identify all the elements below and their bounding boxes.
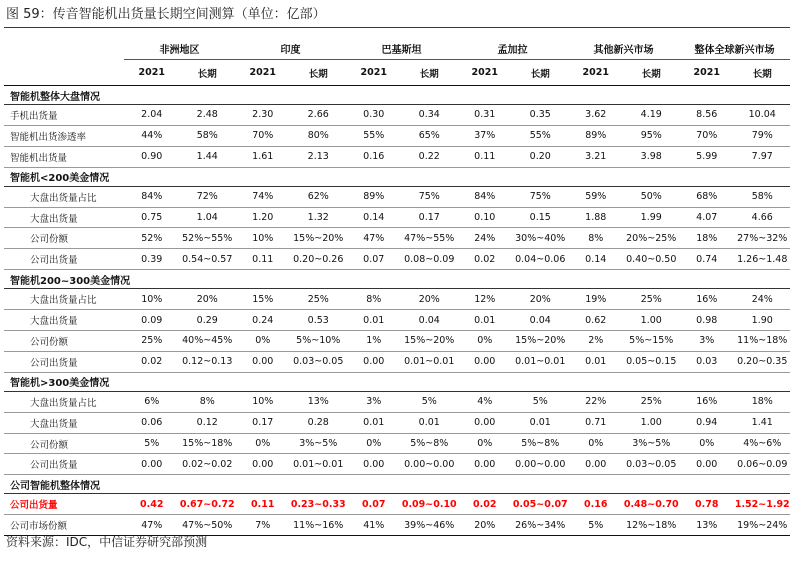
table-cell: 0.16 <box>568 494 624 515</box>
table-cell: 8.56 <box>679 105 735 126</box>
section-title: 公司智能机整体情况 <box>4 475 790 494</box>
table-cell: 0.04 <box>513 310 569 331</box>
table-cell: 0.24 <box>235 310 291 331</box>
table-cell: 58% <box>735 186 791 207</box>
table-cell: 3.21 <box>568 146 624 167</box>
table-cell: 0.00~0.00 <box>402 454 458 475</box>
table-cell: 16% <box>679 289 735 310</box>
table-row <box>4 125 790 146</box>
table-cell: 2% <box>568 331 624 352</box>
region-header: 印度 <box>235 38 346 60</box>
table-cell: 0.14 <box>346 207 402 228</box>
table-row <box>4 331 790 352</box>
table-cell: 0.01 <box>346 310 402 331</box>
table-cell: 0.14 <box>568 249 624 270</box>
table-cell: 0.20 <box>513 146 569 167</box>
table-row <box>4 146 790 167</box>
row-label: 公司份额 <box>4 228 124 249</box>
table-cell: 12% <box>457 289 513 310</box>
table-cell: 2.66 <box>291 105 347 126</box>
section-header-row <box>4 167 790 186</box>
table-cell: 0.00 <box>346 351 402 372</box>
table-cell: 0.54~0.57 <box>180 249 236 270</box>
table-cell: 0.01~0.01 <box>402 351 458 372</box>
table-cell: 0.05~0.15 <box>624 351 680 372</box>
table-cell: 3% <box>346 391 402 412</box>
table-cell: 0.00 <box>457 351 513 372</box>
table-cell: 0.04~0.06 <box>513 249 569 270</box>
table-cell: 0% <box>346 433 402 454</box>
period-header: 长期 <box>291 60 347 86</box>
table-cell: 68% <box>679 186 735 207</box>
table-cell: 0.00 <box>457 412 513 433</box>
table-cell: 0.02 <box>124 351 180 372</box>
table-cell: 10% <box>235 228 291 249</box>
table-cell: 0% <box>235 331 291 352</box>
table-cell: 0.09~0.10 <box>402 494 458 515</box>
table-cell: 3.98 <box>624 146 680 167</box>
table-cell: 55% <box>513 125 569 146</box>
section-header-row <box>4 270 790 289</box>
table-cell: 0.11 <box>235 249 291 270</box>
table-cell: 59% <box>568 186 624 207</box>
table-cell: 47% <box>346 228 402 249</box>
table-cell: 15% <box>235 289 291 310</box>
table-cell: 0.07 <box>346 494 402 515</box>
table-cell: 10% <box>124 289 180 310</box>
period-header: 长期 <box>180 60 236 86</box>
table-cell: 0.11 <box>457 146 513 167</box>
table-cell: 1.41 <box>735 412 791 433</box>
table-cell: 5% <box>513 391 569 412</box>
period-header: 2021 <box>124 60 180 86</box>
table-cell: 8% <box>346 289 402 310</box>
table-cell: 44% <box>124 125 180 146</box>
table-cell: 80% <box>291 125 347 146</box>
table-cell: 47%~55% <box>402 228 458 249</box>
table-cell: 0.67~0.72 <box>180 494 236 515</box>
table-cell: 25% <box>124 331 180 352</box>
section-header-row <box>4 372 790 391</box>
section-header-row <box>4 475 790 494</box>
table-cell: 8% <box>180 391 236 412</box>
table-cell: 0.06~0.09 <box>735 454 791 475</box>
table-cell: 52%~55% <box>180 228 236 249</box>
region-header: 巴基斯坦 <box>346 38 457 60</box>
table-cell: 0.74 <box>679 249 735 270</box>
table-cell: 1.32 <box>291 207 347 228</box>
table-row <box>4 391 790 412</box>
table-cell: 25% <box>291 289 347 310</box>
table-cell: 24% <box>735 289 791 310</box>
table-cell: 0.01~0.01 <box>513 351 569 372</box>
table-cell: 0.12~0.13 <box>180 351 236 372</box>
table-cell: 5%~10% <box>291 331 347 352</box>
table-cell: 41% <box>346 515 402 536</box>
table-cell: 10% <box>235 391 291 412</box>
row-label: 手机出货量 <box>4 105 124 126</box>
table-row <box>4 289 790 310</box>
table-cell: 0.20~0.26 <box>291 249 347 270</box>
table-cell: 0.20~0.35 <box>735 351 791 372</box>
table-cell: 0.01 <box>568 351 624 372</box>
table-cell: 0.17 <box>235 412 291 433</box>
table-cell: 0.29 <box>180 310 236 331</box>
table-cell: 0% <box>457 433 513 454</box>
table-cell: 20% <box>180 289 236 310</box>
region-header: 其他新兴市场 <box>568 38 679 60</box>
table-cell: 20%~25% <box>624 228 680 249</box>
title-divider <box>4 27 790 28</box>
row-label: 公司市场份额 <box>4 515 124 536</box>
table-cell: 1.61 <box>235 146 291 167</box>
table-cell: 0.75 <box>124 207 180 228</box>
table-row <box>4 105 790 126</box>
table-cell: 25% <box>624 289 680 310</box>
table-cell: 0% <box>457 331 513 352</box>
table-cell: 39%~46% <box>402 515 458 536</box>
table-cell: 16% <box>679 391 735 412</box>
table-cell: 7.97 <box>735 146 791 167</box>
section-title: 智能机<200美金情况 <box>4 167 790 186</box>
region-header: 孟加拉 <box>457 38 568 60</box>
header-corner-sub <box>4 60 124 86</box>
table-cell: 0.40~0.50 <box>624 249 680 270</box>
table-cell: 1.88 <box>568 207 624 228</box>
table-cell: 79% <box>735 125 791 146</box>
table-cell: 0.28 <box>291 412 347 433</box>
table-cell: 8% <box>568 228 624 249</box>
region-header: 非洲地区 <box>124 38 235 60</box>
row-label: 公司份额 <box>4 433 124 454</box>
source-note: 资料来源：IDC，中信证券研究部预测 <box>6 535 208 549</box>
table-cell: 10.04 <box>735 105 791 126</box>
table-cell: 5%~8% <box>513 433 569 454</box>
table-cell: 0.00 <box>235 351 291 372</box>
table-cell: 19%~24% <box>735 515 791 536</box>
period-header: 2021 <box>568 60 624 86</box>
table-cell: 0.48~0.70 <box>624 494 680 515</box>
table-cell: 12%~18% <box>624 515 680 536</box>
row-label: 公司出货量 <box>4 494 124 515</box>
table-cell: 52% <box>124 228 180 249</box>
table-row <box>4 207 790 228</box>
table-cell: 22% <box>568 391 624 412</box>
table-cell: 0.30 <box>346 105 402 126</box>
section-title: 智能机整体大盘情况 <box>4 86 790 105</box>
table-cell: 95% <box>624 125 680 146</box>
period-header: 2021 <box>457 60 513 86</box>
table-cell: 4.07 <box>679 207 735 228</box>
row-label: 大盘出货量占比 <box>4 391 124 412</box>
table-cell: 0.02~0.02 <box>180 454 236 475</box>
table-cell: 0.00 <box>679 454 735 475</box>
table-cell: 0.17 <box>402 207 458 228</box>
period-header: 长期 <box>402 60 458 86</box>
table-cell: 1.00 <box>624 310 680 331</box>
table-cell: 7% <box>235 515 291 536</box>
table-cell: 0.31 <box>457 105 513 126</box>
table-cell: 47% <box>124 515 180 536</box>
table-cell: 0.22 <box>402 146 458 167</box>
table-cell: 0.23~0.33 <box>291 494 347 515</box>
table-cell: 2.48 <box>180 105 236 126</box>
table-cell: 62% <box>291 186 347 207</box>
figure-title: 图 59：传音智能机出货量长期空间测算（单位：亿部） <box>6 7 326 22</box>
table-cell: 84% <box>124 186 180 207</box>
table-cell: 5.99 <box>679 146 735 167</box>
table-cell: 0.90 <box>124 146 180 167</box>
table-cell: 0.01 <box>513 412 569 433</box>
period-header: 长期 <box>735 60 791 86</box>
table-cell: 75% <box>513 186 569 207</box>
table-cell: 0% <box>679 433 735 454</box>
table-cell: 11%~18% <box>735 331 791 352</box>
table-row <box>4 351 790 372</box>
table-cell: 0% <box>235 433 291 454</box>
table-cell: 1.04 <box>180 207 236 228</box>
table-cell: 1.99 <box>624 207 680 228</box>
table-row <box>4 310 790 331</box>
row-label: 大盘出货量 <box>4 412 124 433</box>
shipment-table <box>4 38 790 536</box>
period-header: 2021 <box>679 60 735 86</box>
table-cell: 0.15 <box>513 207 569 228</box>
table-cell: 0.10 <box>457 207 513 228</box>
table-cell: 0.00 <box>124 454 180 475</box>
table-cell: 0.53 <box>291 310 347 331</box>
table-cell: 4.19 <box>624 105 680 126</box>
table-cell: 30%~40% <box>513 228 569 249</box>
table-cell: 0.01~0.01 <box>291 454 347 475</box>
table-cell: 3.62 <box>568 105 624 126</box>
table-cell: 5%~15% <box>624 331 680 352</box>
section-header-row <box>4 86 790 105</box>
table-cell: 58% <box>180 125 236 146</box>
table-cell: 0.00 <box>568 454 624 475</box>
table-cell: 65% <box>402 125 458 146</box>
table-cell: 4% <box>457 391 513 412</box>
table-cell: 5% <box>568 515 624 536</box>
region-header: 整体全球新兴市场 <box>679 38 790 60</box>
table-cell: 5% <box>124 433 180 454</box>
table-cell: 6% <box>124 391 180 412</box>
section-title: 智能机200~300美金情况 <box>4 270 790 289</box>
table-cell: 0.35 <box>513 105 569 126</box>
table-cell: 37% <box>457 125 513 146</box>
table-cell: 15%~20% <box>402 331 458 352</box>
table-cell: 0.01 <box>346 412 402 433</box>
table-cell: 1.26~1.48 <box>735 249 791 270</box>
table-cell: 0.62 <box>568 310 624 331</box>
table-cell: 2.13 <box>291 146 347 167</box>
table-cell: 20% <box>457 515 513 536</box>
table-cell: 74% <box>235 186 291 207</box>
region-header-row <box>4 38 790 60</box>
table-cell: 0.34 <box>402 105 458 126</box>
table-row <box>4 228 790 249</box>
table-row <box>4 249 790 270</box>
table-cell: 75% <box>402 186 458 207</box>
row-label: 智能机出货渗透率 <box>4 125 124 146</box>
table-row <box>4 412 790 433</box>
table-row <box>4 454 790 475</box>
table-cell: 0.11 <box>235 494 291 515</box>
table-cell: 0.02 <box>457 249 513 270</box>
table-cell: 50% <box>624 186 680 207</box>
table-cell: 0.00 <box>235 454 291 475</box>
table-cell: 13% <box>679 515 735 536</box>
table-cell: 18% <box>735 391 791 412</box>
table-cell: 0.98 <box>679 310 735 331</box>
table-cell: 13% <box>291 391 347 412</box>
table-cell: 0.01 <box>457 310 513 331</box>
table-cell: 0.00 <box>346 454 402 475</box>
row-label: 公司出货量 <box>4 351 124 372</box>
table-cell: 3% <box>679 331 735 352</box>
table-cell: 1.90 <box>735 310 791 331</box>
table-cell: 2.04 <box>124 105 180 126</box>
table-cell: 5% <box>402 391 458 412</box>
table-cell: 0.00~0.00 <box>513 454 569 475</box>
table-cell: 4%~6% <box>735 433 791 454</box>
row-label: 智能机出货量 <box>4 146 124 167</box>
table-cell: 0.08~0.09 <box>402 249 458 270</box>
table-row <box>4 494 790 515</box>
row-label: 公司份额 <box>4 331 124 352</box>
table-cell: 1.00 <box>624 412 680 433</box>
table-cell: 3%~5% <box>624 433 680 454</box>
row-label: 大盘出货量占比 <box>4 186 124 207</box>
period-header: 2021 <box>235 60 291 86</box>
table-cell: 20% <box>402 289 458 310</box>
table-cell: 0% <box>568 433 624 454</box>
table-cell: 2.30 <box>235 105 291 126</box>
table-cell: 19% <box>568 289 624 310</box>
row-label: 公司出货量 <box>4 454 124 475</box>
section-title: 智能机>300美金情况 <box>4 372 790 391</box>
table-cell: 89% <box>568 125 624 146</box>
row-label: 大盘出货量 <box>4 310 124 331</box>
table-cell: 0.42 <box>124 494 180 515</box>
table-cell: 26%~34% <box>513 515 569 536</box>
table-body <box>4 86 790 536</box>
table-cell: 0.01 <box>402 412 458 433</box>
table-cell: 70% <box>679 125 735 146</box>
table-cell: 0.39 <box>124 249 180 270</box>
table-cell: 40%~45% <box>180 331 236 352</box>
table-cell: 1.20 <box>235 207 291 228</box>
table-cell: 5%~8% <box>402 433 458 454</box>
row-label: 大盘出货量 <box>4 207 124 228</box>
table-cell: 47%~50% <box>180 515 236 536</box>
table-cell: 84% <box>457 186 513 207</box>
table-cell: 15%~20% <box>513 331 569 352</box>
period-header: 长期 <box>624 60 680 86</box>
period-header: 2021 <box>346 60 402 86</box>
row-label: 公司出货量 <box>4 249 124 270</box>
table-cell: 0.02 <box>457 494 513 515</box>
table-cell: 0.00 <box>457 454 513 475</box>
table-cell: 18% <box>679 228 735 249</box>
table-cell: 0.03~0.05 <box>291 351 347 372</box>
table-row <box>4 186 790 207</box>
table-cell: 70% <box>235 125 291 146</box>
period-header-row <box>4 60 790 86</box>
table-cell: 0.03~0.05 <box>624 454 680 475</box>
period-header: 长期 <box>513 60 569 86</box>
table-cell: 1.52~1.92 <box>735 494 791 515</box>
table-row <box>4 433 790 454</box>
table-cell: 55% <box>346 125 402 146</box>
table-cell: 24% <box>457 228 513 249</box>
table-cell: 0.78 <box>679 494 735 515</box>
table-cell: 15%~20% <box>291 228 347 249</box>
table-cell: 1.44 <box>180 146 236 167</box>
table-cell: 3%~5% <box>291 433 347 454</box>
table-cell: 0.09 <box>124 310 180 331</box>
table-cell: 0.04 <box>402 310 458 331</box>
table-cell: 27%~32% <box>735 228 791 249</box>
table-cell: 0.16 <box>346 146 402 167</box>
table-cell: 0.12 <box>180 412 236 433</box>
table-cell: 1% <box>346 331 402 352</box>
table-cell: 15%~18% <box>180 433 236 454</box>
table-cell: 20% <box>513 289 569 310</box>
table-cell: 0.06 <box>124 412 180 433</box>
table-cell: 0.07 <box>346 249 402 270</box>
table-cell: 25% <box>624 391 680 412</box>
table-cell: 4.66 <box>735 207 791 228</box>
table-cell: 11%~16% <box>291 515 347 536</box>
table-cell: 72% <box>180 186 236 207</box>
row-label: 大盘出货量占比 <box>4 289 124 310</box>
header-corner <box>4 38 124 60</box>
table-cell: 89% <box>346 186 402 207</box>
table-cell: 0.03 <box>679 351 735 372</box>
table-cell: 0.71 <box>568 412 624 433</box>
table-cell: 0.94 <box>679 412 735 433</box>
table-cell: 0.05~0.07 <box>513 494 569 515</box>
